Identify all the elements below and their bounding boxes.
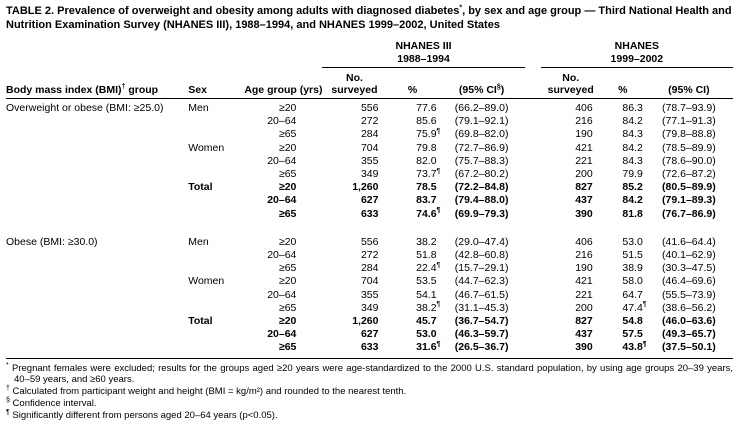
ci-cell-nhanes99: (77.1–91.3) (662, 115, 716, 128)
percent-cell-nhanes3: 73.7¶ (416, 167, 441, 181)
ci-cell-nhanes3: (66.2–89.0) (454, 102, 509, 114)
ci-cell-nhanes3: (36.7–54.7) (454, 315, 509, 328)
age-group-cell: ≥65 (278, 301, 297, 314)
percent-cell-nhanes3: 54.1 (416, 288, 437, 301)
table-row (6, 115, 733, 128)
bmi-group-cell (6, 328, 188, 341)
footnote-marker: * (6, 361, 9, 369)
percent-cell-nhanes3: 38.2¶ (416, 301, 441, 314)
n-surveyed-cell-nhanes99: 221 (575, 154, 593, 167)
percent-cell-nhanes3: 75.9¶ (416, 127, 441, 141)
percent-cell-nhanes3: 79.8 (416, 141, 437, 154)
n-surveyed-cell-nhanes3: 633 (360, 207, 379, 220)
n-surveyed-cell-nhanes3: 704 (360, 275, 379, 288)
sex-cell (188, 289, 244, 302)
footnote-marker: † (6, 385, 10, 393)
ci-cell-nhanes99: (80.5–89.9) (662, 181, 716, 194)
percent-cell-nhanes99: 84.3 (622, 154, 643, 167)
percent-cell-nhanes3: 82.0 (416, 154, 437, 167)
bmi-group-cell (6, 194, 188, 207)
ci-cell-nhanes99: (78.5–89.9) (662, 141, 716, 154)
percent-cell-nhanes99: 57.5 (622, 328, 643, 341)
ci-cell-nhanes99: (49.3–65.7) (662, 328, 716, 341)
percent-cell-nhanes3: 53.0 (416, 328, 437, 341)
percent-cell-nhanes99: 38.9 (622, 262, 643, 275)
footnote-marker: ¶ (6, 408, 10, 416)
ci-cell-nhanes99: (72.6–87.2) (662, 168, 716, 181)
n-surveyed-cell-nhanes99: 190 (575, 262, 593, 275)
age-group-cell: ≥65 (278, 207, 297, 220)
sex-cell (188, 341, 244, 354)
ci-cell-nhanes99: (78.7–93.9) (662, 102, 716, 114)
age-group-cell: ≥20 (278, 102, 297, 114)
ci-cell-nhanes3: (29.0–47.4) (454, 235, 509, 248)
n-surveyed-cell-nhanes99: 216 (575, 115, 593, 128)
sex-cell: Women (188, 141, 225, 154)
sex-cell (188, 249, 244, 262)
ci-cell-nhanes99: (79.1–89.3) (662, 194, 716, 207)
table-row (6, 128, 733, 141)
table-row (6, 236, 733, 249)
table-row (6, 99, 733, 116)
n-surveyed-cell-nhanes3: 704 (360, 141, 379, 154)
ci-cell-nhanes3: (69.9–79.3) (454, 207, 509, 220)
footnote: ¶ Significantly different from persons aged 20–64 years (p<0.05). (6, 408, 278, 421)
percent-cell-nhanes99: 79.9 (622, 168, 643, 181)
percent-cell-nhanes3: 38.2 (416, 235, 437, 248)
ci-cell-nhanes99: (38.6–56.2) (662, 301, 716, 314)
header-spacer-cell (525, 68, 541, 85)
sex-cell: Total (188, 315, 213, 328)
table-title: TABLE 2. Prevalence of overweight and obesity among adults with diagnosed diabetes*, by sex and age group — Third National Health and Nutrition Examination Survey (NHANES III), 1988–1994, and NHANES 1999–2002, United States (6, 4, 732, 31)
n-surveyed-cell-nhanes3: 633 (360, 341, 379, 354)
ci-cell-nhanes99: (79.8–88.8) (662, 128, 716, 141)
surveyed-header-1: surveyed (322, 84, 386, 99)
bmi-group-cell: Obese (BMI: ≥30.0) (6, 235, 98, 248)
percent-cell-nhanes99: 86.3 (622, 102, 643, 114)
section-spacer (6, 221, 733, 236)
ci-cell-nhanes3: (72.7–86.9) (454, 141, 509, 154)
table-row (6, 328, 733, 341)
percent-cell-nhanes3: 31.6¶ (416, 340, 441, 354)
n-surveyed-cell-nhanes3: 1,260 (352, 315, 379, 328)
percent-cell-nhanes3: 77.6 (416, 102, 437, 114)
ci-cell-nhanes99: (55.5–73.9) (662, 288, 716, 301)
table-row (6, 275, 733, 288)
percent-cell-nhanes3: 45.7 (416, 315, 437, 328)
ci-cell-nhanes99: (78.6–90.0) (662, 154, 716, 167)
percent-cell-nhanes99: 84.2 (622, 141, 643, 154)
age-group-header: Age group (yrs) (244, 84, 322, 99)
age-group-cell: ≥20 (278, 141, 297, 154)
ci-cell-nhanes3: (15.7–29.1) (454, 262, 509, 275)
sex-cell (188, 302, 244, 315)
bmi-group-cell (6, 341, 188, 354)
age-group-cell: ≥65 (278, 341, 297, 354)
table-row (6, 142, 733, 155)
n-surveyed-cell-nhanes99: 200 (575, 301, 593, 314)
age-group-cell: 20–64 (267, 288, 297, 301)
sex-cell: Women (188, 275, 225, 288)
n-surveyed-cell-nhanes3: 272 (360, 115, 379, 128)
bmi-group-cell: Overweight or obese (BMI: ≥25.0) (6, 102, 164, 114)
n-surveyed-cell-nhanes99: 437 (575, 328, 593, 341)
ci-header-2: (95% CI) (645, 84, 733, 99)
gap-cell (525, 181, 541, 194)
n-surveyed-cell-nhanes3: 284 (360, 262, 379, 275)
nhanes3-period-header: 1988–1994 (322, 52, 524, 68)
bmi-group-cell (6, 142, 188, 155)
header-spacer-cell (525, 52, 541, 68)
table-row (6, 262, 733, 275)
ci-cell-nhanes3: (67.2–80.2) (454, 168, 509, 181)
sex-cell (188, 194, 244, 207)
table-row (6, 155, 733, 168)
bmi-group-cell (6, 315, 188, 328)
ci-cell-nhanes3: (79.4–88.0) (454, 194, 509, 207)
percent-cell-nhanes99: 47.4¶ (622, 301, 647, 314)
header-spacer-cell (386, 68, 524, 85)
percent-cell-nhanes3: 83.7 (416, 194, 437, 207)
n-surveyed-cell-nhanes3: 349 (360, 301, 379, 314)
percent-header-2: % (601, 84, 645, 99)
table-row (6, 289, 733, 302)
gap-cell (525, 142, 541, 155)
bmi-group-cell (6, 249, 188, 262)
percent-cell-nhanes99: 81.8 (622, 207, 643, 220)
ci-cell-nhanes99: (41.6–64.4) (662, 235, 716, 248)
gap-cell (525, 341, 541, 354)
gap-cell (525, 115, 541, 128)
no-header-2: No. (562, 72, 580, 84)
sex-cell: Total (188, 181, 213, 194)
age-group-cell: ≥20 (278, 181, 297, 194)
ci-cell-nhanes3: (44.7–62.3) (454, 275, 509, 288)
ci-header-1: (95% CI§) (439, 84, 525, 99)
n-surveyed-cell-nhanes99: 437 (575, 194, 593, 207)
gap-cell (525, 128, 541, 141)
age-group-cell: 20–64 (267, 115, 297, 128)
ci-cell-nhanes3: (46.7–61.5) (454, 288, 509, 301)
nhanes99-group-header: NHANES (614, 40, 659, 52)
no-header-row (6, 68, 733, 85)
percent-cell-nhanes99: 58.0 (622, 275, 643, 288)
age-group-cell: 20–64 (267, 328, 297, 341)
sex-cell (188, 155, 244, 168)
gap-cell (525, 275, 541, 288)
ci-cell-nhanes3: (75.7–88.3) (454, 154, 509, 167)
bmi-group-cell (6, 289, 188, 302)
age-group-cell: 20–64 (267, 249, 297, 262)
header-spacer-cell (6, 39, 322, 52)
n-surveyed-cell-nhanes3: 1,260 (352, 181, 379, 194)
gap-cell (525, 302, 541, 315)
ci-cell-nhanes99: (37.5–50.1) (662, 341, 716, 354)
percent-cell-nhanes3: 85.6 (416, 115, 437, 128)
table-row (6, 181, 733, 194)
age-group-cell: 20–64 (267, 194, 297, 207)
table-row (6, 249, 733, 262)
surveyed-header-2: surveyed (541, 84, 601, 99)
percent-cell-nhanes99: 84.3 (622, 128, 643, 141)
bmi-group-cell (6, 128, 188, 141)
n-surveyed-cell-nhanes99: 216 (575, 249, 593, 262)
n-surveyed-cell-nhanes3: 272 (360, 249, 379, 262)
gap-cell (525, 208, 541, 221)
footnote: † Calculated from participant weight and height (BMI = kg/m²) and rounded to the nearest tenth. (6, 385, 407, 398)
table-body (6, 99, 733, 355)
percent-cell-nhanes99: 51.5 (622, 249, 643, 262)
bmi-group-cell (6, 262, 188, 275)
n-surveyed-cell-nhanes99: 827 (575, 181, 593, 194)
gap-cell (525, 289, 541, 302)
age-group-cell: ≥20 (278, 275, 297, 288)
table-row (6, 302, 733, 315)
header-spacer-cell (6, 68, 322, 85)
age-group-cell: ≥20 (278, 235, 297, 248)
percent-cell-nhanes99: 54.8 (622, 315, 643, 328)
header-spacer-cell (601, 68, 733, 85)
gap-cell (525, 194, 541, 207)
ci-cell-nhanes99: (76.7–86.9) (662, 207, 716, 220)
bmi-group-header: Body mass index (BMI)† group (6, 84, 188, 99)
percent-cell-nhanes3: 22.4¶ (416, 261, 441, 275)
n-surveyed-cell-nhanes3: 349 (360, 168, 379, 181)
percent-cell-nhanes3: 74.6¶ (416, 207, 441, 220)
n-surveyed-cell-nhanes99: 421 (575, 275, 593, 288)
table-row (6, 194, 733, 207)
sex-cell (188, 262, 244, 275)
column-header-row (6, 84, 733, 99)
footnote: * Pregnant females were excluded; results for the groups aged ≥20 years were age-standardized to the 2000 U.S. standard population, by using age groups 20–39 years, 40–59 years, and ≥60 years. (6, 361, 733, 386)
n-surveyed-cell-nhanes99: 221 (575, 288, 593, 301)
nhanes99-period-header: 1999–2002 (541, 52, 733, 68)
age-group-cell: ≥65 (278, 168, 297, 181)
n-surveyed-cell-nhanes3: 627 (360, 328, 379, 341)
bmi-group-cell (6, 181, 188, 194)
prevalence-table (6, 39, 733, 355)
n-surveyed-cell-nhanes99: 190 (575, 128, 593, 141)
gap-cell (525, 262, 541, 275)
percent-cell-nhanes3: 51.8 (416, 249, 437, 262)
gap-cell (525, 99, 541, 116)
n-surveyed-cell-nhanes3: 355 (360, 288, 379, 301)
sex-cell (188, 208, 244, 221)
gap-cell (525, 236, 541, 249)
n-surveyed-cell-nhanes99: 200 (575, 168, 593, 181)
no-header-1: No. (345, 72, 363, 84)
sex-cell (188, 115, 244, 128)
sex-cell (188, 328, 244, 341)
n-surveyed-cell-nhanes99: 421 (575, 141, 593, 154)
n-surveyed-cell-nhanes99: 406 (575, 235, 593, 248)
n-surveyed-cell-nhanes3: 284 (360, 128, 379, 141)
ci-cell-nhanes99: (46.0–63.6) (662, 315, 716, 328)
header-spacer-cell (525, 39, 541, 52)
n-surveyed-cell-nhanes99: 390 (575, 207, 593, 220)
percent-cell-nhanes3: 53.5 (416, 275, 437, 288)
gap-cell (525, 315, 541, 328)
gap-cell (525, 155, 541, 168)
percent-cell-nhanes99: 84.2 (622, 194, 643, 207)
age-group-cell: ≥65 (278, 128, 297, 141)
ci-cell-nhanes3: (79.1–92.1) (454, 115, 509, 128)
n-surveyed-cell-nhanes3: 556 (360, 235, 379, 248)
n-surveyed-cell-nhanes3: 556 (360, 102, 379, 114)
sex-cell (188, 168, 244, 181)
bmi-group-cell (6, 168, 188, 181)
footnote: § Confidence interval. (6, 396, 97, 410)
table-row (6, 315, 733, 328)
survey-period-header-row (6, 52, 733, 68)
footnotes (6, 358, 733, 422)
ci-cell-nhanes3: (46.3–59.7) (454, 328, 509, 341)
n-surveyed-cell-nhanes3: 355 (360, 154, 379, 167)
ci-cell-nhanes3: (72.2–84.8) (454, 181, 509, 194)
ci-cell-nhanes99: (40.1–62.9) (662, 249, 716, 262)
n-surveyed-cell-nhanes99: 827 (575, 315, 593, 328)
survey-name-header-row (6, 39, 733, 52)
ci-cell-nhanes99: (30.3–47.5) (662, 262, 716, 275)
sex-cell: Men (188, 235, 209, 248)
bmi-group-cell (6, 115, 188, 128)
gap-cell (525, 168, 541, 181)
n-surveyed-cell-nhanes3: 627 (360, 194, 379, 207)
percent-cell-nhanes99: 43.8¶ (622, 340, 647, 354)
n-surveyed-cell-nhanes99: 390 (575, 341, 593, 354)
sex-header: Sex (188, 84, 244, 99)
gap-cell (525, 328, 541, 341)
n-surveyed-cell-nhanes99: 406 (575, 102, 593, 114)
percent-cell-nhanes99: 64.7 (622, 288, 643, 301)
sex-cell: Men (188, 102, 209, 114)
bmi-group-cell (6, 275, 188, 288)
ci-cell-nhanes99: (46.4–69.6) (662, 275, 716, 288)
percent-cell-nhanes99: 84.2 (622, 115, 643, 128)
ci-cell-nhanes3: (26.5–36.7) (454, 341, 509, 354)
table-row (6, 208, 733, 221)
header-spacer-cell (525, 84, 541, 99)
bmi-group-cell (6, 155, 188, 168)
percent-cell-nhanes3: 78.5 (416, 181, 437, 194)
bmi-group-cell (6, 302, 188, 315)
footnote-marker: § (6, 396, 10, 404)
ci-cell-nhanes3: (69.8–82.0) (454, 128, 509, 141)
percent-cell-nhanes99: 53.0 (622, 235, 643, 248)
table-row (6, 341, 733, 354)
sex-cell (188, 128, 244, 141)
bmi-group-cell (6, 208, 188, 221)
gap-cell (525, 249, 541, 262)
nhanes3-group-header: NHANES III (395, 40, 452, 52)
age-group-cell: ≥65 (278, 262, 297, 275)
ci-cell-nhanes3: (42.8–60.8) (454, 249, 509, 262)
age-group-cell: 20–64 (267, 154, 297, 167)
percent-cell-nhanes99: 85.2 (622, 181, 643, 194)
ci-cell-nhanes3: (31.1–45.3) (454, 301, 509, 314)
percent-header-1: % (386, 84, 438, 99)
table-row (6, 168, 733, 181)
header-spacer-cell (6, 52, 322, 68)
age-group-cell: ≥20 (278, 315, 297, 328)
